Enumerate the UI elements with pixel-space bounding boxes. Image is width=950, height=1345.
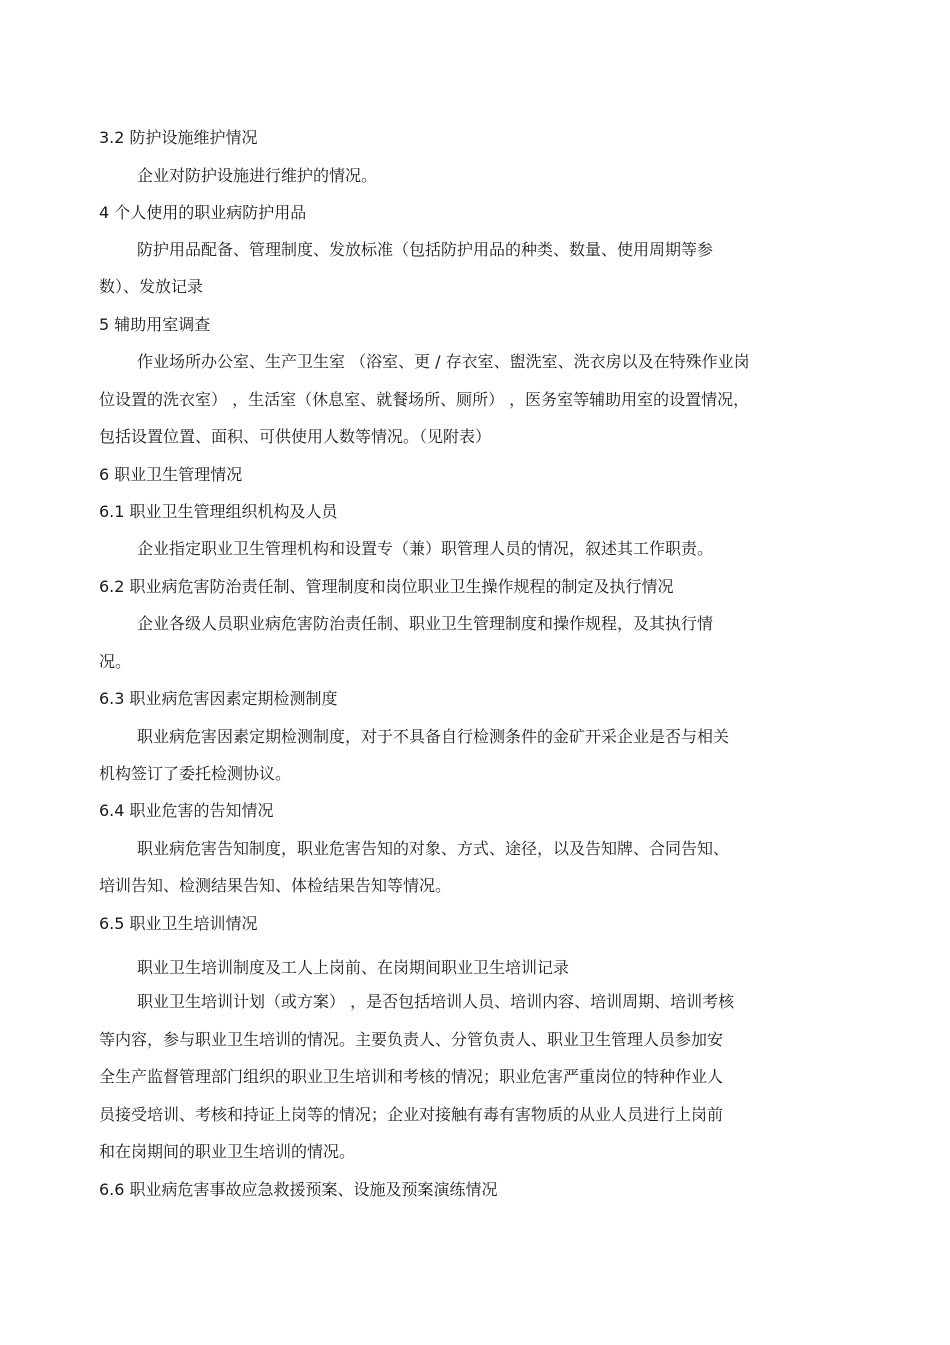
- heading-4: 4 个人使用的职业病防护用品: [99, 203, 307, 222]
- paragraph-line: 数）、发放记录: [99, 277, 204, 296]
- heading-6-4: 6.4 职业危害的告知情况: [99, 801, 274, 820]
- paragraph-line: 等内容，参与职业卫生培训的情况。主要负责人、分管负责人、职业卫生管理人员参加安: [99, 1030, 724, 1049]
- heading-5: 5 辅助用室调查: [99, 315, 211, 334]
- paragraph-line: 职业病危害告知制度，职业危害告知的对象、方式、途径，以及告知牌、合同告知、: [137, 839, 730, 858]
- heading-6-6: 6.6 职业病危害事故应急救援预案、设施及预案演练情况: [99, 1180, 498, 1199]
- heading-6-1: 6.1 职业卫生管理组织机构及人员: [99, 502, 338, 521]
- paragraph-line: 防护用品配备、管理制度、发放标准（包括防护用品的种类、数量、使用周期等参: [137, 240, 714, 259]
- heading-3-2: 3.2 防护设施维护情况: [99, 128, 258, 147]
- heading-6: 6 职业卫生管理情况: [99, 465, 243, 484]
- paragraph-line: 机构签订了委托检测协议。: [99, 764, 292, 783]
- paragraph-line: 包括设置位置、面积、可供使用人数等情况。（见附表）: [99, 427, 492, 446]
- paragraph-line: 职业卫生培训计划（或方案） ，是否包括培训人员、培训内容、培训周期、培训考核: [137, 992, 735, 1011]
- paragraph-line: 况。: [99, 652, 132, 671]
- heading-6-2: 6.2 职业病危害防治责任制、管理制度和岗位职业卫生操作规程的制定及执行情况: [99, 577, 674, 596]
- paragraph-line: 员接受培训、考核和持证上岗等的情况；企业对接触有毒有害物质的从业人员进行上岗前: [99, 1105, 724, 1124]
- paragraph-line: 企业对防护设施进行维护的情况。: [137, 166, 378, 185]
- paragraph-line: 和在岗期间的职业卫生培训的情况。: [99, 1142, 356, 1161]
- heading-6-3: 6.3 职业病危害因素定期检测制度: [99, 689, 338, 708]
- paragraph-line: 作业场所办公室、生产卫生室 （浴室、更 / 存衣室、盥洗室、洗衣房以及在特殊作业岗: [137, 352, 750, 371]
- paragraph-line: 职业病危害因素定期检测制度，对于不具备自行检测条件的金矿开采企业是否与相关: [137, 727, 730, 746]
- paragraph-line: 企业指定职业卫生管理机构和设置专（兼）职管理人员的情况，叙述其工作职责。: [137, 539, 714, 558]
- paragraph-line: 全生产监督管理部门组织的职业卫生培训和考核的情况；职业危害严重岗位的特种作业人: [99, 1067, 724, 1086]
- paragraph-line: 位设置的洗衣室） ，生活室（休息室、就餐场所、厕所） ，医务室等辅助用室的设置情况，: [99, 390, 750, 409]
- paragraph-line: 职业卫生培训制度及工人上岗前、在岗期间职业卫生培训记录: [137, 958, 570, 977]
- paragraph-line: 培训告知、检测结果告知、体检结果告知等情况。: [99, 876, 452, 895]
- heading-6-5: 6.5 职业卫生培训情况: [99, 914, 258, 933]
- paragraph-line: 企业各级人员职业病危害防治责任制、职业卫生管理制度和操作规程，及其执行情: [137, 614, 714, 633]
